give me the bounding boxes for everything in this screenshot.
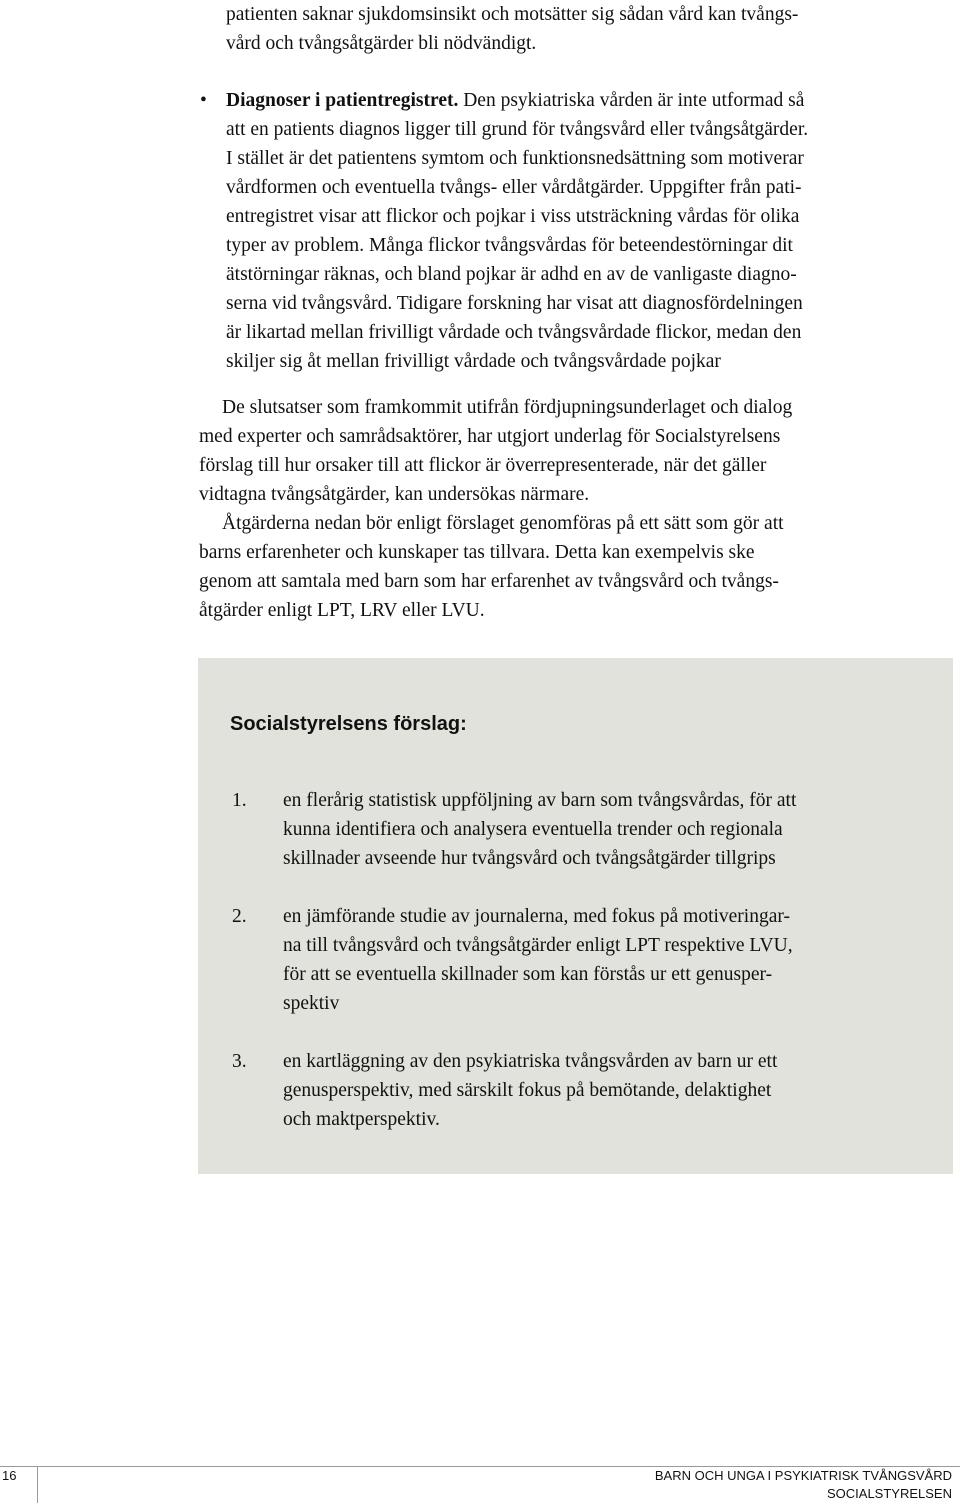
- text-line: De slutsatser som framkommit utifrån fördjupningsunderlaget och dialog: [222, 397, 793, 418]
- text-line: förslag till hur orsaker till att flickor är överrepresenterade, när det gäller: [199, 455, 767, 476]
- text-line: åtgärder enligt LPT, LRV eller LVU.: [199, 600, 485, 621]
- publication-title: BARN OCH UNGA I PSYKIATRISK TVÅNGSVÅRD: [654, 1468, 952, 1483]
- footer-divider: [0, 1466, 960, 1467]
- text-line: vård och tvångsåtgärder bli nödvändigt.: [226, 33, 537, 54]
- bullet-first-line: Den psykiatriska vården är inte utformad så: [458, 90, 805, 111]
- text-line: barns erfarenheter och kunskaper tas tillvara. Detta kan exempelvis ske: [199, 542, 755, 563]
- text-line: patienten saknar sjukdomsinsikt och motsätter sig sådan vård kan tvångs-: [226, 4, 799, 25]
- publisher-name: SOCIALSTYRELSEN: [827, 1486, 952, 1501]
- text-line: kunna identifiera och analysera eventuella trender och regionala: [283, 819, 783, 840]
- text-line: genusperspektiv, med särskilt fokus på bemötande, delaktighet: [283, 1080, 772, 1101]
- text-line: na till tvångsvård och tvångsåtgärder enligt LPT respektive LVU,: [283, 935, 793, 956]
- text-line: genom att samtala med barn som har erfarenhet av tvångsvård och tvångs-: [199, 571, 779, 592]
- text-line: skillnader avseende hur tvångsvård och tvångsåtgärder tillgrips: [283, 848, 776, 869]
- proposal-box-title: Socialstyrelsens förslag:: [230, 713, 467, 735]
- text-line: vårdformen och eventuella tvångs- eller vårdåtgärder. Uppgifter från pati-: [226, 177, 802, 198]
- item-number: 2.: [232, 906, 247, 927]
- text-line: spektiv: [283, 993, 340, 1014]
- text-line: att en patients diagnos ligger till grund för tvångsvård eller tvångsåtgärder.: [226, 119, 809, 140]
- item-number: 1.: [232, 790, 247, 811]
- text-line: med experter och samrådsaktörer, har utgjort underlag för Socialstyrelsens: [199, 426, 781, 447]
- text-line: för att se eventuella skillnader som kan förstås ur ett genusper-: [283, 964, 773, 985]
- item-number: 3.: [232, 1051, 247, 1072]
- text-line: och maktperspektiv.: [283, 1109, 440, 1130]
- text-line: vidtagna tvångsåtgärder, kan undersökas närmare.: [199, 484, 590, 505]
- text-line: är likartad mellan frivilligt vårdade och tvångsvårdade flickor, medan den: [226, 322, 802, 343]
- text-line: entregistret visar att flickor och pojkar i viss utsträckning vårdas för olika: [226, 206, 800, 227]
- footer-vertical-divider: [37, 1466, 38, 1503]
- text-line: Åtgärderna nedan bör enligt förslaget genomföras på ett sätt som gör att: [222, 513, 784, 534]
- text-line: typer av problem. Många flickor tvångsvårdas för beteendestörningar dit: [226, 235, 793, 256]
- text-line: en kartläggning av den psykiatriska tvångsvården av barn ur ett: [283, 1051, 778, 1072]
- text-line: en flerårig statistisk uppföljning av barn som tvångsvårdas, för att: [283, 790, 797, 811]
- text-line: serna vid tvångsvård. Tidigare forskning har visat att diagnosfördelningen: [226, 293, 803, 314]
- text-line: en jämförande studie av journalerna, med fokus på motiveringar-: [283, 906, 790, 927]
- page-number: 16: [2, 1468, 17, 1483]
- bullet-term: Diagnoser i patientregistret.: [226, 90, 459, 111]
- text-line: [226, 86, 804, 115]
- text-line: ätstörningar räknas, och bland pojkar är adhd en av de vanligaste diagno-: [226, 264, 797, 285]
- bullet-symbol: •: [200, 90, 207, 111]
- text-line: skiljer sig åt mellan frivilligt vårdade och tvångsvårdade pojkar: [226, 351, 721, 372]
- text-line: I stället är det patientens symtom och funktionsnedsättning som motiverar: [226, 148, 804, 169]
